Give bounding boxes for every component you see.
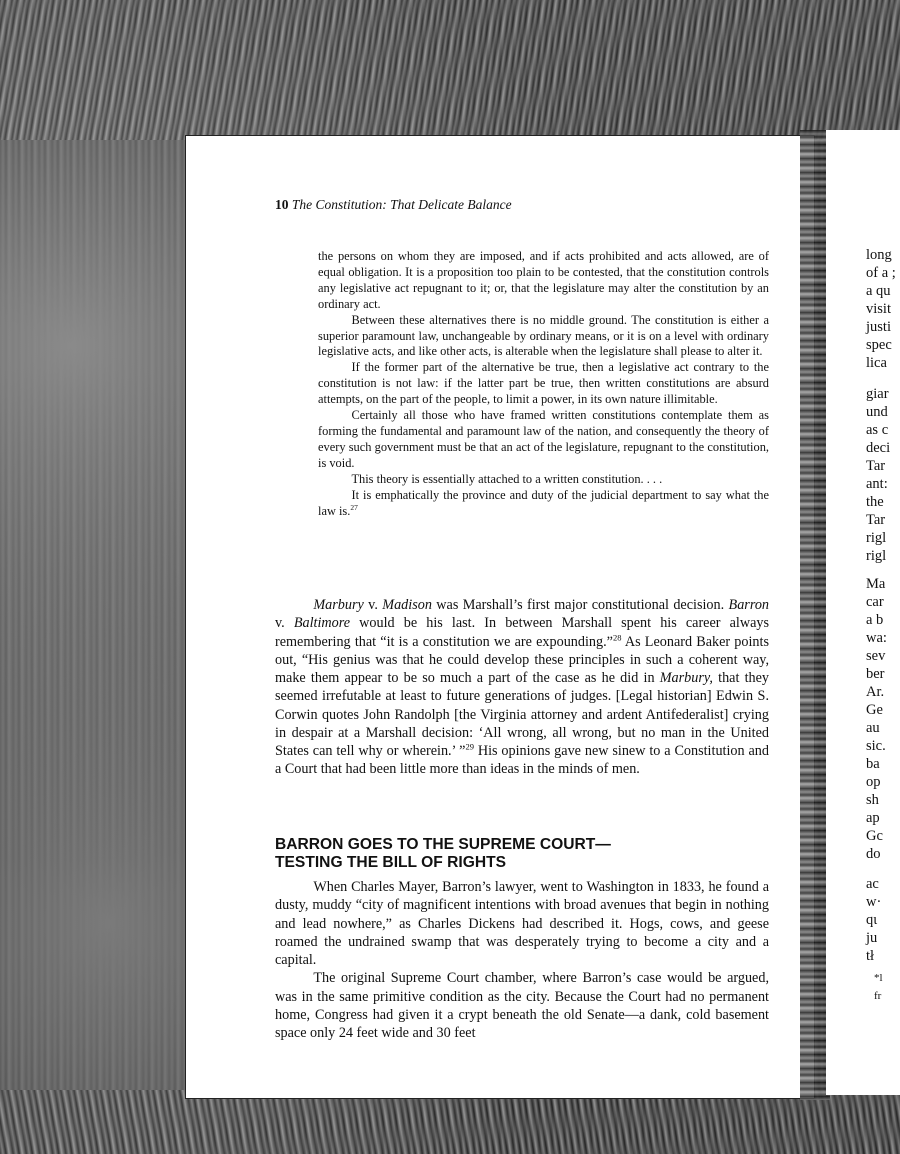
footnote-ref: 29 [465,741,474,752]
facing-page-line-fragment: Tar [866,458,886,474]
case-name: Madison [382,597,432,613]
case-name: Marbury [313,597,364,613]
scan-bottom-edge [0,1090,900,1154]
facing-page-line-fragment: ber [866,666,885,682]
section-heading [275,836,769,872]
facing-page-line-fragment: sic. [866,738,886,754]
facing-page-line-fragment: ant: [866,476,888,492]
facing-page-line-fragment: ap [866,810,880,826]
facing-page-line-fragment: Tar [866,512,886,528]
facing-page-line-fragment: a qu [866,283,891,299]
quote-paragraph: Certainly all those who have framed written constitutions contemplate them as forming the fundamental and paramount law of the nation, and consequently the theory of every such government must be that an act of the legislature, repugnant to the constitution, is void. [318,408,769,470]
section-heading-line: TESTING THE BILL OF RIGHTS [275,854,507,871]
facing-page-line-fragment: as c [866,422,889,438]
facing-page-line-fragment: justi [866,319,891,335]
versus: v. [275,615,294,632]
facing-page-line-fragment: w· [866,894,882,910]
facing-page-line-fragment: au [866,720,880,736]
facing-page-line-fragment: deci [866,440,891,456]
facing-page-line-fragment: Gc [866,828,883,844]
facing-page-line-fragment: wa: [866,630,887,646]
facing-page-line-fragment: op [866,774,881,790]
facing-page-line-fragment: spec [866,337,892,353]
quote-paragraph: the persons on whom they are imposed, and if acts prohibited and acts allowed, are of equal obligation. It is a proposition too plain to be contested, that the constitution controls any legislative act repugnant to it; or, that the legislature may alter the constitution by an ordinary act. [318,249,769,311]
text-run: His opinions gave new sinew to a Constitution and a Court that had been little more than ideas in the minds of men. [275,743,769,778]
facing-page-fragment [826,130,900,1095]
facing-page-line-fragment: of a ; [866,265,896,281]
case-name: Baltimore [293,615,351,632]
body-paragraph: When Charles Mayer, Barron’s lawyer, went to Washington in 1833, he found a dusty, muddy “city of magnificent intentions with broad avenues that begin in nothing and lead nowhere,” as Charles Dickens had described it. Hogs, cows, and geese roamed the undrained swamp that was desperately trying to become a city and a capital. [275,879,769,968]
facing-page-line-fragment: tł [866,948,875,964]
body-text-marshall [275,596,769,779]
section-heading-line: BARRON GOES TO THE SUPREME COURT— [275,836,611,853]
facing-page-line-fragment: rigl [866,548,887,564]
text-run: As Leonard Baker points out, “His genius was that he could develop these principles in such a coherent way, make them appear to be so much a part of the case as he did in [275,633,769,686]
facing-page-line-fragment: qι [866,912,878,928]
footnote-ref: 28 [612,631,622,642]
text-run: was Marshall’s first major constitutional decision. [431,597,729,613]
quote-paragraph [318,488,769,520]
running-title: The Constitution: That Delicate Balance [291,197,512,212]
body-paragraph: The original Supreme Court chamber, where Barron’s case would be argued, was in the same primitive condition as the city. Because the Court had no permanent home, Congress had given it a crypt beneath the old Senate—a dank, cold basement space only 24 feet wide and 30 feet [275,970,769,1041]
facing-page-line-fragment: fr [874,990,882,1002]
facing-page-line-fragment: Ma [866,576,886,592]
block-quote [318,249,769,519]
case-name: Marbury, [659,670,713,686]
facing-page-line-fragment: Ar. [866,684,885,700]
facing-page-line-fragment: *l [874,972,883,984]
quote-paragraph: This theory is essentially attached to a written constitution. . . . [351,471,663,486]
quote-paragraph: Between these alternatives there is no middle ground. The constitution is either a superior paramount law, unchangeable by ordinary means, or it is on a level with ordinary legislative acts, and like other acts, is alterable when the legislature shall please to alter it. [318,312,769,359]
facing-page-line-fragment: ac [866,876,879,892]
facing-page-line-fragment: a b [866,612,884,628]
scan-top-edge [0,0,900,140]
facing-page-line-fragment: ba [866,756,880,772]
facing-page-line-fragment: Ge [866,702,883,718]
footnote-ref: 27 [350,502,358,512]
body-paragraph [275,596,769,779]
body-text-barron [275,878,769,1042]
facing-page-line-fragment: rigl [866,530,887,546]
facing-page-line-fragment: long [866,247,892,263]
facing-page-line-fragment: ju [866,930,878,946]
page-number: 10 [275,197,289,212]
text-run: would be his last. In between Marshall spent his career always remembering that “it is a constitution we are expounding.” [275,615,769,650]
text-run: that they seemed irrefutable at least to future generations of judges. [Legal historian] Edwin S. Corwin quotes John Randolph [the Virginia attorney and ardent Antifederalist] crying in despair at a Marshall decision: ‘All wrong, all wrong, but no man in the United States can tell why or wherein.’ ” [275,670,770,759]
quote-text: It is emphatically the province and duty of the judicial department to say what the law is. [318,487,769,518]
quote-paragraph: If the former part of the alternative be true, then a legislative act contrary to the constitution is not law: if the latter part be true, then written constitutions are absurd attempts, on the part of the people, to limit a power, in its own nature illimitable. [318,360,769,407]
versus: v. [363,597,383,613]
facing-page-line-fragment: the [866,494,884,510]
facing-page-line-fragment: giar [866,386,889,402]
case-name: Barron [728,597,770,613]
running-header [275,197,512,213]
facing-page-line-fragment: sev [866,648,886,664]
facing-page-line-fragment: lica [866,355,887,371]
facing-page-line-fragment: und [866,404,888,420]
facing-page-line-fragment: do [866,846,881,862]
facing-page-line-fragment: car [866,594,884,610]
facing-page-line-fragment: sh [866,792,879,808]
facing-page-line-fragment: visit [866,301,891,317]
